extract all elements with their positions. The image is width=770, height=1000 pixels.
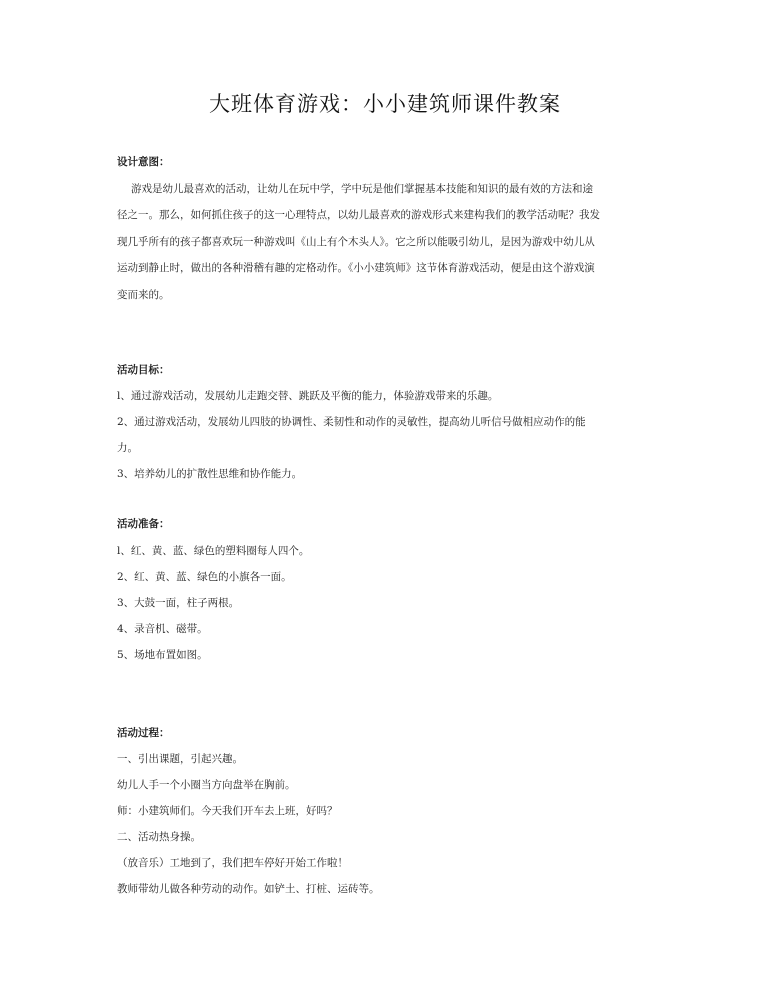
design-intent-line: 游戏是幼儿最喜欢的活动，让幼儿在玩中学，学中玩是他们掌握基本技能和知识的最有效的方法和途 [131, 183, 593, 195]
design-intent-line: 径之一。那么，如何抓住孩子的这一心理特点，以幼儿最喜欢的游戏形式来建构我们的教学活动呢？我发 [117, 209, 600, 221]
design-intent-line: 现几乎所有的孩子都喜欢玩一种游戏叫《山上有个木头人》。它之所以能吸引幼儿，是因为游戏中幼儿从 [117, 236, 595, 248]
goal-item: 3、培养幼儿的扩散性思维和协作能力。 [117, 468, 303, 480]
preparation-item: 4、录音机、磁带。 [117, 623, 208, 635]
goal-item: 力。 [117, 442, 138, 454]
process-line: （放音乐）工地到了，我们把车停好开始工作啦！ [117, 857, 348, 869]
process-line: 师：小建筑师们。今天我们开车去上班，好吗？ [117, 805, 338, 817]
preparation-item: 2、红、黄、蓝、绿色的小旗各一面。 [117, 571, 292, 583]
goal-item: l、通过游戏活动，发展幼儿走跑交替、跳跃及平衡的能力，体验游戏带来的乐趣。 [117, 390, 499, 402]
process-line: 二、活动热身操。 [117, 831, 201, 843]
process-line: 一、引出课题，引起兴趣。 [117, 753, 243, 765]
process-heading: 活动过程： [117, 727, 170, 739]
design-intent-heading: 设计意图： [117, 156, 170, 168]
design-intent-line: 变而来的。 [117, 289, 170, 301]
preparation-heading: 活动准备： [117, 518, 170, 530]
preparation-item: 5、场地布置如图。 [117, 649, 208, 661]
process-line: 幼儿人手一个小圈当方向盘举在胸前。 [117, 779, 296, 791]
goals-heading: 活动目标： [117, 364, 170, 376]
goal-item: 2、通过游戏活动，发展幼儿四肢的协调性、柔韧性和动作的灵敏性，提高幼儿听信号做相应动作的能 [117, 416, 586, 428]
process-line: 教师带幼儿做各种劳动的动作。如铲土、打桩、运砖等。 [117, 883, 380, 895]
preparation-item: 3、大鼓一面，柱子两根。 [117, 597, 240, 609]
design-intent-line: 运动到静止时，做出的各种滑稽有趣的定格动作。《小小建筑师》这节体育游戏活动，便是由这个游戏演 [117, 262, 595, 274]
document-title: 大班体育游戏：小小建筑师课件教案 [209, 92, 561, 116]
preparation-item: l、红、黄、蓝、绿色的塑料圈每人四个。 [117, 545, 310, 557]
